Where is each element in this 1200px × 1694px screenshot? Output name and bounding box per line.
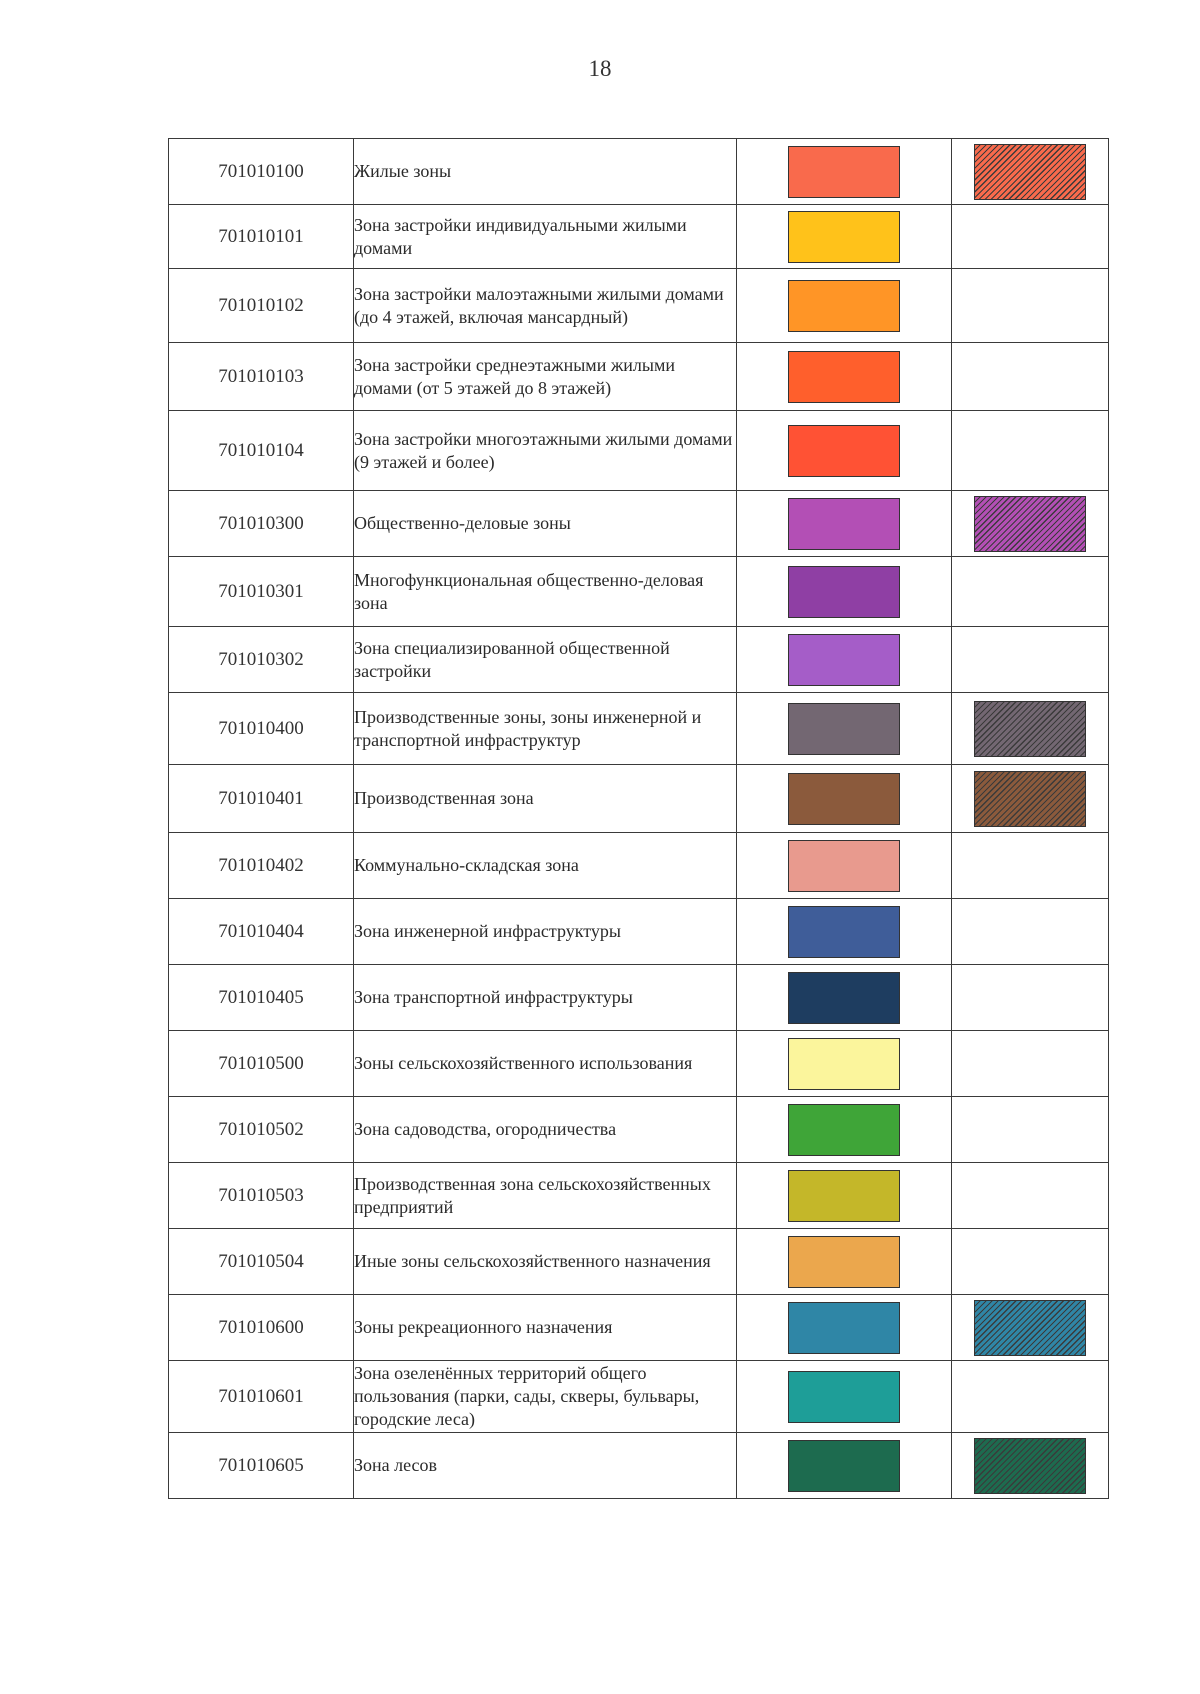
fill-swatch-cell — [737, 693, 952, 765]
zone-code: 701010502 — [169, 1097, 354, 1163]
fill-swatch-cell — [737, 1295, 952, 1361]
fill-swatch-cell — [737, 765, 952, 833]
color-swatch — [788, 634, 900, 686]
hatch-swatch-cell — [952, 1031, 1109, 1097]
color-swatch — [788, 1170, 900, 1222]
fill-swatch-cell — [737, 205, 952, 269]
color-swatch — [788, 906, 900, 958]
zone-code: 701010400 — [169, 693, 354, 765]
table-row — [169, 693, 1109, 765]
hatch-swatch-cell — [952, 411, 1109, 491]
hatch-swatch-cell — [952, 343, 1109, 411]
table-row — [169, 1361, 1109, 1433]
zone-name: Зона садоводства, огородничества — [354, 1097, 737, 1163]
zone-code: 701010302 — [169, 627, 354, 693]
zone-name: Зона озеленённых территорий общего пользования (парки, сады, скверы, бульвары, городские леса) — [354, 1361, 737, 1433]
hatch-swatch-cell — [952, 1163, 1109, 1229]
zone-name: Многофункциональная общественно-деловая зона — [354, 557, 737, 627]
hatch-swatch-cell — [952, 693, 1109, 765]
zone-code: 701010101 — [169, 205, 354, 269]
table-row — [169, 965, 1109, 1031]
color-swatch — [788, 972, 900, 1024]
table-row — [169, 139, 1109, 205]
zone-name: Зоны сельскохозяйственного использования — [354, 1031, 737, 1097]
table-row — [169, 557, 1109, 627]
table-row — [169, 1295, 1109, 1361]
hatch-swatch-cell — [952, 557, 1109, 627]
hatch-swatch-cell — [952, 1433, 1109, 1499]
zone-code: 701010104 — [169, 411, 354, 491]
hatch-swatch-cell — [952, 139, 1109, 205]
fill-swatch-cell — [737, 1229, 952, 1295]
hatch-swatch — [974, 144, 1086, 200]
color-swatch — [788, 351, 900, 403]
table-row — [169, 899, 1109, 965]
table-row — [169, 411, 1109, 491]
hatch-swatch-cell — [952, 627, 1109, 693]
table-row — [169, 343, 1109, 411]
zone-name: Производственная зона — [354, 765, 737, 833]
zone-code: 701010402 — [169, 833, 354, 899]
zone-code: 701010503 — [169, 1163, 354, 1229]
zone-code: 701010504 — [169, 1229, 354, 1295]
color-swatch — [788, 425, 900, 477]
zone-code: 701010300 — [169, 491, 354, 557]
fill-swatch-cell — [737, 965, 952, 1031]
color-swatch — [788, 280, 900, 332]
color-swatch — [788, 1302, 900, 1354]
color-swatch — [788, 703, 900, 755]
fill-swatch-cell — [737, 139, 952, 205]
fill-swatch-cell — [737, 557, 952, 627]
table-row — [169, 1097, 1109, 1163]
fill-swatch-cell — [737, 1163, 952, 1229]
hatch-swatch-cell — [952, 1097, 1109, 1163]
table-row — [169, 627, 1109, 693]
zone-code: 701010102 — [169, 269, 354, 343]
zone-code: 701010103 — [169, 343, 354, 411]
zone-name: Зоны рекреационного назначения — [354, 1295, 737, 1361]
fill-swatch-cell — [737, 411, 952, 491]
fill-swatch-cell — [737, 899, 952, 965]
hatch-swatch-cell — [952, 833, 1109, 899]
table-row — [169, 765, 1109, 833]
color-swatch — [788, 146, 900, 198]
fill-swatch-cell — [737, 343, 952, 411]
zone-code: 701010500 — [169, 1031, 354, 1097]
hatch-swatch — [974, 496, 1086, 552]
zone-name: Зона специализированной общественной застройки — [354, 627, 737, 693]
color-swatch — [788, 1104, 900, 1156]
zone-code: 701010405 — [169, 965, 354, 1031]
hatch-swatch-cell — [952, 1361, 1109, 1433]
hatch-swatch-cell — [952, 1295, 1109, 1361]
hatch-swatch-cell — [952, 205, 1109, 269]
hatch-swatch — [974, 1438, 1086, 1494]
table-row — [169, 1433, 1109, 1499]
zone-name: Зона застройки индивидуальными жилыми домами — [354, 205, 737, 269]
fill-swatch-cell — [737, 269, 952, 343]
zone-code: 701010401 — [169, 765, 354, 833]
table-row — [169, 491, 1109, 557]
fill-swatch-cell — [737, 1361, 952, 1433]
fill-swatch-cell — [737, 491, 952, 557]
zone-name: Коммунально-складская зона — [354, 833, 737, 899]
hatch-swatch — [974, 771, 1086, 827]
table-row — [169, 1163, 1109, 1229]
hatch-swatch-cell — [952, 491, 1109, 557]
zone-name: Производственная зона сельскохозяйственных предприятий — [354, 1163, 737, 1229]
hatch-swatch-cell — [952, 1229, 1109, 1295]
zone-name: Зона инженерной инфраструктуры — [354, 899, 737, 965]
color-swatch — [788, 566, 900, 618]
zone-code: 701010600 — [169, 1295, 354, 1361]
color-swatch — [788, 1236, 900, 1288]
zone-code: 701010301 — [169, 557, 354, 627]
fill-swatch-cell — [737, 833, 952, 899]
page-number: 18 — [588, 56, 612, 81]
color-swatch — [788, 773, 900, 825]
fill-swatch-cell — [737, 1433, 952, 1499]
color-swatch — [788, 840, 900, 892]
fill-swatch-cell — [737, 1031, 952, 1097]
zone-name: Зона транспортной инфраструктуры — [354, 965, 737, 1031]
zone-name: Зона застройки малоэтажными жилыми домами (до 4 этажей, включая мансардный) — [354, 269, 737, 343]
zone-code: 701010100 — [169, 139, 354, 205]
hatch-swatch-cell — [952, 965, 1109, 1031]
table-row — [169, 269, 1109, 343]
zone-name: Зона застройки многоэтажными жилыми домами (9 этажей и более) — [354, 411, 737, 491]
zone-name: Производственные зоны, зоны инженерной и транспортной инфраструктур — [354, 693, 737, 765]
zone-name: Общественно-деловые зоны — [354, 491, 737, 557]
hatch-swatch-cell — [952, 269, 1109, 343]
table-row — [169, 205, 1109, 269]
table-row — [169, 1031, 1109, 1097]
table-row — [169, 1229, 1109, 1295]
zone-code: 701010605 — [169, 1433, 354, 1499]
hatch-swatch-cell — [952, 899, 1109, 965]
color-swatch — [788, 498, 900, 550]
hatch-swatch — [974, 1300, 1086, 1356]
color-swatch — [788, 1371, 900, 1423]
zone-code: 701010404 — [169, 899, 354, 965]
zone-name: Зона лесов — [354, 1433, 737, 1499]
zone-code: 701010601 — [169, 1361, 354, 1433]
fill-swatch-cell — [737, 627, 952, 693]
fill-swatch-cell — [737, 1097, 952, 1163]
color-swatch — [788, 1038, 900, 1090]
zone-legend-table — [168, 138, 1109, 1499]
zone-name: Иные зоны сельскохозяйственного назначения — [354, 1229, 737, 1295]
table-row — [169, 833, 1109, 899]
color-swatch — [788, 1440, 900, 1492]
zone-name: Зона застройки среднеэтажными жилыми домами (от 5 этажей до 8 этажей) — [354, 343, 737, 411]
hatch-swatch-cell — [952, 765, 1109, 833]
zone-name: Жилые зоны — [354, 139, 737, 205]
hatch-swatch — [974, 701, 1086, 757]
color-swatch — [788, 211, 900, 263]
